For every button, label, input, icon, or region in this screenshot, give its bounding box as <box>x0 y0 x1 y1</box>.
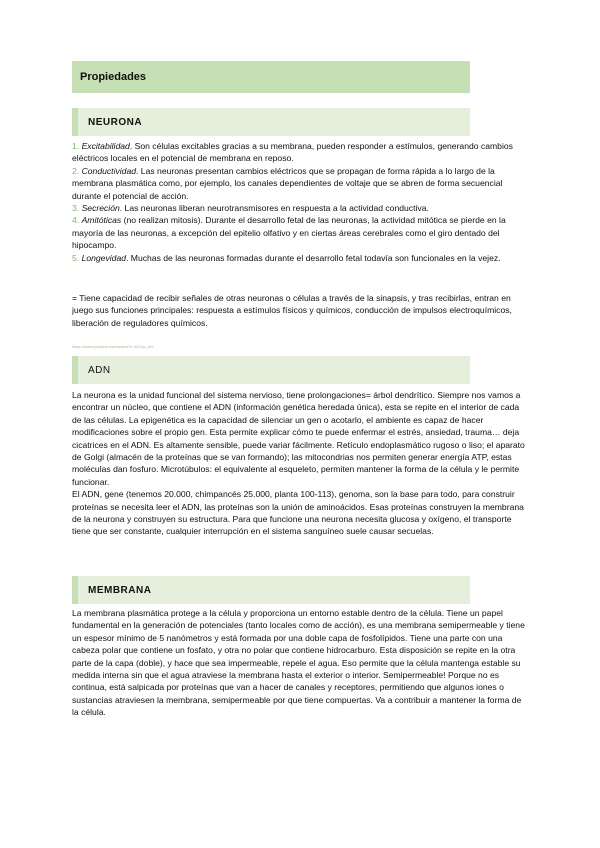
property-item <box>72 140 530 165</box>
section-header-label-box <box>78 108 470 136</box>
property-text: . Las neuronas presentan cambios eléctricos que se propagan de forma rápida a lo largo de la membrana plasmática como, por ejemplo, los canales dependientes de voltaje que se abren de forma secuencial durante el potencial de acción. <box>72 165 503 201</box>
property-term: Excitabilidad <box>81 141 130 151</box>
reference-link[interactable]: https://www.youtube.com/watch?v=KGOp_hrc <box>72 344 154 349</box>
property-item <box>72 202 530 214</box>
property-term: Conductividad <box>81 165 137 176</box>
property-number: 1. <box>72 141 80 151</box>
property-text: (no realizan mitosis). Durante el desarrollo fetal de las neuronas, la actividad mitótica se pierde en la mayoría de las neuronas, a excepción del epitelio olfativo y en ciertas áreas cerebrales como el giro dentado del hipocampo. <box>72 215 506 251</box>
property-item <box>72 165 530 202</box>
property-number: 2. <box>72 165 80 176</box>
section-header-label-box <box>78 576 470 604</box>
title-banner <box>72 61 470 93</box>
property-term: Amitóticas <box>81 215 122 226</box>
property-text: . Muchas de las neuronas formadas durante el desarrollo fetal todavía son funcionales en la vejez. <box>126 252 501 263</box>
membrana-paragraph: La membrana plasmática protege a la célula y proporciona un entorno estable dentro de la célula. Tiene un papel fundamental en la generación de potenciales (tanto locales como de acción), es una membrana semipermeable y tiene un espesor mínimo de 5 nanómetros y está formada por una doble capa de fosfolípidos. Tiene una parte con una cabeza polar que contiene un fosfato, y otra no polar que contiene hidrocarburo. Esta disposición se repite en la otra parte de la capa (doble), y hace que sea impermeable, repele el agua. Eso permite que la célula mantenga estable su medida interna sin que el agua atraviese la membrana hasta el exterior o interior. Semipermeable! Porque no es continua, está salpicada por proteínas que van a hacer de canales y receptores, permitiendo que algunos iones o sustancias atraviesen la membrana, semipermeable por que tiene compuertas. Va a contribuir a mantener la forma de la célula. <box>72 608 525 718</box>
property-text: . Las neuronas liberan neurotransmisores en respuesta a la actividad conductiva. <box>119 203 429 214</box>
property-text: . Son células excitables gracias a su membrana, pueden responder a estímulos, generando cambios eléctricos locales en el potencial de membrana en reposo. <box>72 141 513 164</box>
adn-text <box>72 389 530 538</box>
property-number: 4. <box>72 215 80 226</box>
membrana-text <box>72 607 530 719</box>
adn-paragraph: La neurona es la unidad funcional del sistema nervioso, tiene prolongaciones= árbol dendrítico. Siempre nos vamos a encontrar un núcleo, que contiene el ADN (información genética heredada única), esta se repite en el interior de cada de las células. La epigenética es la capacidad de silenciar un gen o acotarlo, el ambiente es capaz de hacer modificaciones sobre el propio gen. Esta permite explicar cómo te puede enfermar el estrés, ansiedad, trauma… deja cicatrices en el ADN. Es altamente sensible, puede variar fácilmente. Retículo endoplasmático rugoso o liso; el aparato de Golgi (almacén de la proteínas que se van formando); las mitocondrias nos permiten generar energía ATP, estas moléculas dan fosfuro. Microtúbulos: el equivalente al esqueleto, permiten mantener la forma de la célula y le permite funcionar. <box>72 390 525 487</box>
adn-paragraph: El ADN, gene (tenemos 20.000, chimpancés 25.000, planta 100-113), genoma, son la base para todo, para construir proteínas se necesita leer el ADN, las proteínas son la unión de aminoácidos. Esas proteínas construyen la membrana de la neurona y construyen su estructura. Para que funcione una neurona necesita glucosa y oxígeno, el transporte tiene que ser constante, cualquier interrupción en el sistema sanguíneo suele causar secuelas. <box>72 489 524 537</box>
section-title-membrana: MEMBRANA <box>88 585 152 596</box>
page-title: Propiedades <box>80 71 147 83</box>
section-title-adn: ADN <box>88 365 111 376</box>
neurona-summary <box>72 292 530 329</box>
property-term: Longevidad <box>81 252 127 263</box>
neurona-summary-text: = Tiene capacidad de recibir señales de otras neuronas o células a través de la sinapsis, y tras recibirlas, entran en juego sus funciones principales: respuesta a estímulos físicos y químicos, conducción de impulsos electroquímicos, liberación de reguladores químicos. <box>72 293 512 328</box>
property-number: 5. <box>72 252 80 263</box>
properties-list <box>72 140 530 264</box>
section-title-neurona: NEURONA <box>88 117 143 128</box>
section-header-label-box <box>78 356 470 384</box>
property-item <box>72 252 530 264</box>
property-item <box>72 214 530 251</box>
property-number: 3. <box>72 203 80 214</box>
property-term: Secreción <box>81 203 120 214</box>
